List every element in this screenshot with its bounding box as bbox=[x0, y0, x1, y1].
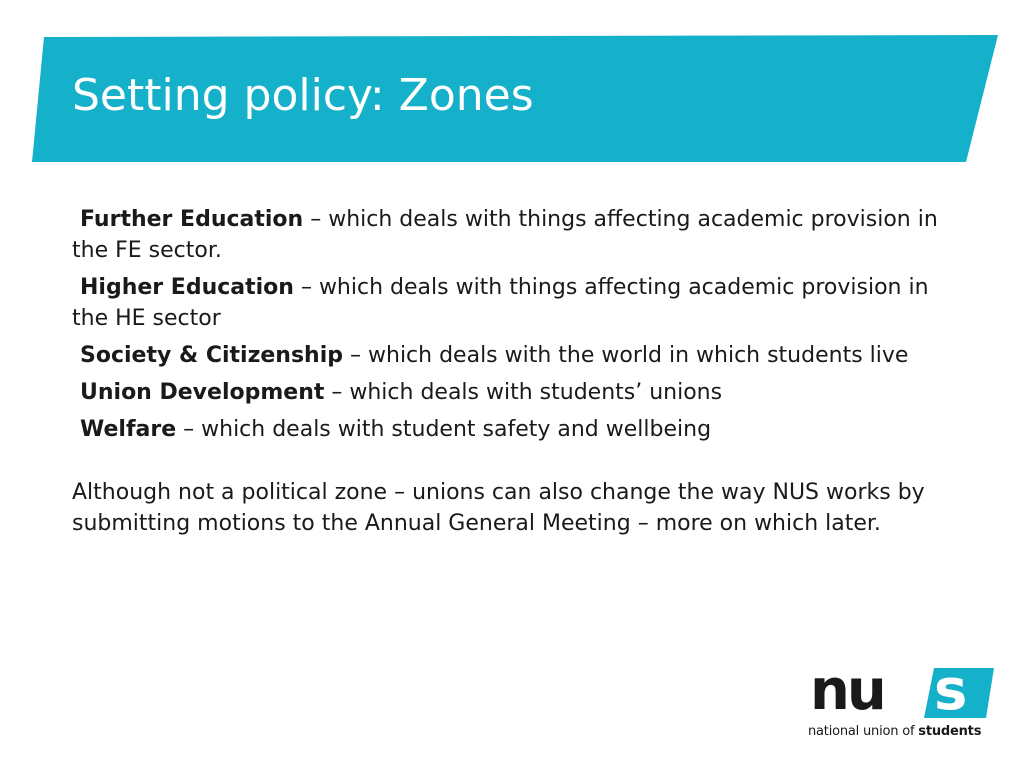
slide-title: Setting policy: Zones bbox=[72, 70, 534, 121]
zone-name: Welfare bbox=[80, 417, 177, 442]
zone-description: – which deals with students’ unions bbox=[324, 380, 723, 405]
zone-item-union-development bbox=[72, 377, 952, 408]
logo-s-letter: s bbox=[934, 658, 968, 723]
zone-name: Union Development bbox=[80, 380, 325, 405]
zone-item-society-citizenship bbox=[72, 340, 952, 371]
logo-mark bbox=[808, 658, 994, 723]
agm-note: Although not a political zone – unions can also change the way NUS works by submitting motions to the Annual General Meeting – more on which later. bbox=[72, 480, 925, 536]
zone-item-welfare bbox=[72, 414, 952, 445]
zone-description: – which deals with student safety and wellbeing bbox=[176, 417, 712, 442]
zone-name: Further Education bbox=[80, 207, 304, 232]
logo-tagline-regular: national union of bbox=[808, 724, 919, 739]
nus-logo bbox=[808, 658, 994, 744]
zone-name: Society & Citizenship bbox=[80, 343, 344, 368]
zone-description: – which deals with things affecting academic provision in the HE sector bbox=[72, 275, 929, 331]
content-body bbox=[72, 204, 952, 561]
logo-tagline-bold: students bbox=[918, 724, 982, 739]
zone-name: Higher Education bbox=[80, 275, 294, 300]
logo-letters: nu bbox=[810, 658, 884, 723]
zone-item-further-education bbox=[72, 204, 952, 266]
zone-description: – which deals with the world in which students live bbox=[343, 343, 909, 368]
zone-description: – which deals with things affecting academic provision in the FE sector. bbox=[72, 207, 938, 263]
zone-item-higher-education bbox=[72, 272, 952, 334]
logo-tagline bbox=[808, 724, 981, 740]
